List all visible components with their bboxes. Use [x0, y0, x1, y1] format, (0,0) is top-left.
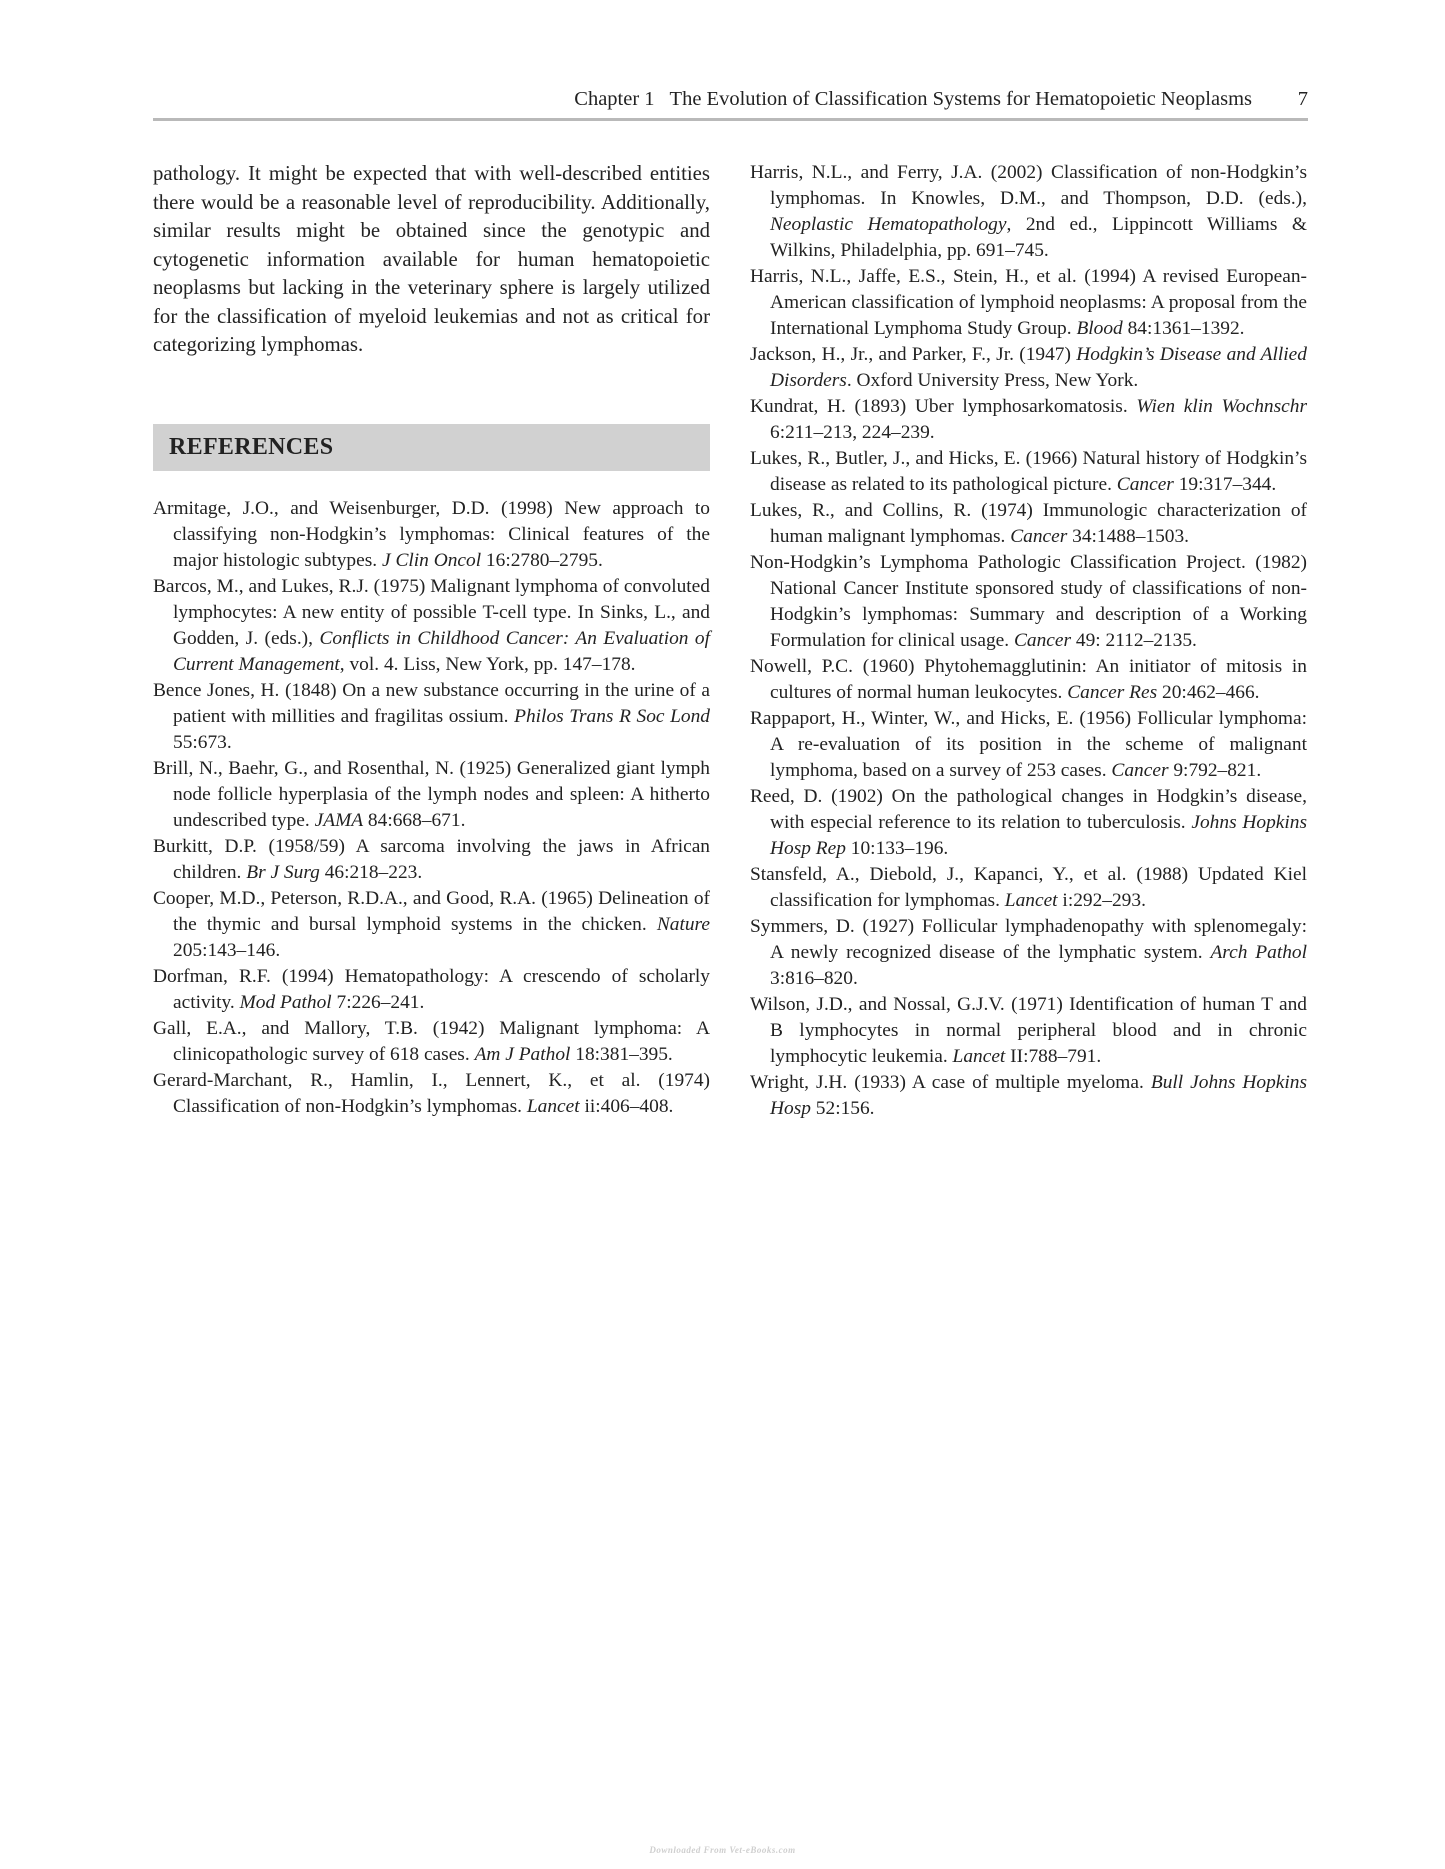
reference-source-title: Lancet — [952, 1046, 1006, 1067]
footer-watermark: Downloaded From Vet-eBooks.com — [649, 1845, 796, 1855]
reference-citation-details: 6:211–213, 224–239. — [770, 422, 935, 443]
reference-citation-details: 46:218–223. — [319, 861, 423, 883]
reference-text: Gerard-Marchant, R., Hamlin, I., Lennert, K., et al. (1974) Classification of non-Hodgkin’s lymphomas. — [153, 1069, 710, 1117]
reference-source-title: Philos Trans R Soc Lond — [514, 705, 710, 727]
reference-text: Cooper, M.D., Peterson, R.D.A., and Good, R.A. (1965) Delineation of the thymic and bursal lymphoid systems in the chicken. — [153, 887, 710, 935]
reference-citation-details: ii:406–408. — [579, 1095, 674, 1117]
reference-source-title: Cancer Res — [1067, 682, 1158, 703]
reference-text: Gall, E.A., and Mallory, T.B. (1942) Malignant lymphoma: A clinicopathologic survey of 618 cases. — [153, 1017, 710, 1065]
reference-entry — [153, 834, 710, 886]
reference-entry — [750, 342, 1307, 394]
reference-entry — [750, 160, 1307, 264]
reference-source-title: Cancer — [1111, 760, 1169, 781]
reference-source-title: Cancer — [1116, 474, 1174, 495]
reference-text: Kundrat, H. (1893) Uber lymphosarkomatosis. — [750, 396, 1137, 417]
reference-citation-details: 49: 2112–2135. — [1071, 630, 1197, 651]
reference-source-title: Bull Johns Hopkins Hosp — [770, 1072, 1307, 1119]
reference-text: Lukes, R., and Collins, R. (1974) Immunologic characterization of human malignant lymphomas. — [750, 500, 1307, 547]
reference-source-title: Mod Pathol — [239, 991, 332, 1013]
reference-source-title: Lancet — [526, 1095, 580, 1117]
reference-citation-details: 9:792–821. — [1168, 760, 1262, 781]
reference-entry — [153, 964, 710, 1016]
reference-text: Nowell, P.C. (1960) Phytohemagglutinin: An initiator of mitosis in cultures of normal human leukocytes. — [750, 656, 1307, 703]
reference-text: Harris, N.L., and Ferry, J.A. (2002) Classification of non-Hodgkin’s lymphomas. In Knowles, D.M., and Thompson, D.D. (eds.), — [750, 162, 1307, 209]
reference-text: Harris, N.L., Jaffe, E.S., Stein, H., et al. (1994) A revised European-American classification of lymphoid neoplasms: A proposal from the International Lymphoma Study Group. — [750, 266, 1307, 339]
reference-text: Burkitt, D.P. (1958/59) A sarcoma involving the jaws in African children. — [153, 835, 710, 883]
left-column — [153, 160, 710, 1120]
reference-text: Dorfman, R.F. (1994) Hematopathology: A crescendo of scholarly activity. — [153, 965, 710, 1013]
reference-text: Armitage, J.O., and Weisenburger, D.D. (1998) New approach to classifying non-Hodgkin’s lymphomas: Clinical features of the major histologic subtypes. — [153, 497, 710, 571]
reference-entry — [750, 914, 1307, 992]
reference-citation-details: , 2nd ed., Lippincott Williams & Wilkins, Philadelphia, pp. 691–745. — [770, 214, 1308, 261]
reference-text: Wright, J.H. (1933) A case of multiple myeloma. — [750, 1072, 1151, 1093]
reference-entry — [750, 992, 1307, 1070]
reference-source-title: Nature — [656, 913, 710, 935]
reference-text: Bence Jones, H. (1848) On a new substance occurring in the urine of a patient with millities and fragilitas ossium. — [153, 679, 710, 727]
reference-citation-details: 55:673. — [173, 731, 232, 753]
reference-citation-details: 16:2780–2795. — [481, 549, 603, 571]
reference-citation-details: 20:462–466. — [1157, 682, 1260, 703]
reference-list-right — [750, 160, 1307, 1122]
reference-source-title: Am J Pathol — [474, 1043, 571, 1065]
running-header — [153, 86, 1308, 120]
reference-text: Non-Hodgkin’s Lymphoma Pathologic Classification Project. (1982) National Cancer Institute sponsored study of classifications of non-Hodgkin’s lymphomas: Summary and description of a Working Formulation for clinical usage. — [750, 552, 1307, 651]
reference-citation-details: 84:1361–1392. — [1122, 318, 1245, 339]
reference-entry — [153, 756, 710, 834]
reference-source-title: Cancer — [1013, 630, 1072, 651]
reference-list-left — [153, 496, 710, 1120]
reference-entry — [153, 678, 710, 756]
references-heading: REFERENCES — [169, 433, 334, 460]
reference-citation-details: 7:226–241. — [331, 991, 425, 1013]
reference-source-title: Conflicts in Childhood Cancer: An Evaluation of Current Management — [173, 627, 710, 675]
reference-entry — [153, 1068, 710, 1120]
right-column — [750, 160, 1307, 1122]
reference-citation-details: 10:133–196. — [845, 838, 949, 859]
reference-entry — [750, 446, 1307, 498]
reference-entry — [153, 886, 710, 964]
reference-source-title: Arch Pathol — [1210, 942, 1308, 963]
reference-source-title: Blood — [1076, 318, 1123, 339]
reference-citation-details: 19:317–344. — [1173, 474, 1277, 495]
reference-source-title: Wien klin Wochnschr — [1136, 396, 1307, 417]
references-heading-band — [153, 424, 710, 471]
reference-citation-details: . Oxford University Press, New York. — [846, 370, 1139, 391]
reference-entry — [750, 498, 1307, 550]
reference-entry — [750, 862, 1307, 914]
reference-source-title: Cancer — [1010, 526, 1068, 547]
reference-text: Symmers, D. (1927) Follicular lymphadenopathy with splenomegaly: A newly recognized disease of the lymphatic system. — [750, 916, 1307, 963]
reference-text: Barcos, M., and Lukes, R.J. (1975) Malignant lymphoma of convoluted lymphocytes: A new entity of possible T-cell type. In Sinks, L., and Godden, J. (eds.), — [153, 575, 710, 649]
reference-text: Jackson, H., Jr., and Parker, F., Jr. (1947) — [750, 344, 1077, 365]
reference-text: Wilson, J.D., and Nossal, G.J.V. (1971) Identification of human T and B lymphocytes in normal peripheral blood and in chronic lymphocytic leukemia. — [750, 994, 1307, 1067]
reference-entry — [153, 496, 710, 574]
running-title: Chapter 1 The Evolution of Classification Systems for Hematopoietic Neoplasms — [574, 88, 1252, 110]
reference-text: Rappaport, H., Winter, W., and Hicks, E. (1956) Follicular lymphoma: A re-evaluation of its position in the scheme of malignant lymphoma, based on a survey of 253 cases. — [750, 708, 1307, 781]
intro-paragraph: pathology. It might be expected that with well-described entities there would be a reasonable level of reproducibility. Additionally, similar results might be obtained since the genotypic and cytogenetic information available for human hematopoietic neoplasms but lacking in the veterinary sphere is largely utilized for the classification of myeloid leukemias and not as critical for categorizing lymphomas. — [153, 162, 710, 356]
reference-entry — [750, 550, 1307, 654]
reference-source-title: Hodgkin’s Disease and Allied Disorders — [770, 344, 1307, 391]
reference-entry — [750, 264, 1307, 342]
reference-citation-details: 84:668–671. — [363, 809, 466, 831]
reference-text: Reed, D. (1902) On the pathological changes in Hodgkin’s disease, with especial reference to its relation to tuberculosis. — [750, 786, 1307, 833]
reference-citation-details: 34:1488–1503. — [1067, 526, 1190, 547]
reference-source-title: Br J Surg — [246, 861, 320, 883]
page-number: 7 — [1297, 88, 1308, 110]
reference-entry — [750, 706, 1307, 784]
reference-source-title: Lancet — [1004, 890, 1058, 911]
header-rule — [153, 118, 1308, 121]
reference-text: Stansfeld, A., Diebold, J., Kapanci, Y., et al. (1988) Updated Kiel classification for lymphomas. — [750, 864, 1307, 911]
reference-text: Lukes, R., Butler, J., and Hicks, E. (1966) Natural history of Hodgkin’s disease as related to its pathological picture. — [750, 448, 1307, 495]
reference-source-title: J Clin Oncol — [381, 549, 482, 571]
reference-citation-details: 18:381–395. — [570, 1043, 673, 1065]
reference-entry — [153, 1016, 710, 1068]
reference-entry — [750, 394, 1307, 446]
reference-citation-details: II:788–791. — [1005, 1046, 1102, 1067]
reference-citation-details: 3:816–820. — [770, 968, 858, 989]
reference-citation-details: i:292–293. — [1057, 890, 1146, 911]
reference-source-title: JAMA — [314, 809, 364, 831]
reference-text: Brill, N., Baehr, G., and Rosenthal, N. (1925) Generalized giant lymph node follicle hyperplasia of the lymph nodes and spleen: A hitherto undescribed type. — [153, 757, 710, 831]
reference-citation-details: , vol. 4. Liss, New York, pp. 147–178. — [339, 653, 636, 675]
reference-entry — [750, 1070, 1307, 1122]
reference-entry — [750, 654, 1307, 706]
reference-source-title: Neoplastic Hematopathology — [770, 214, 1007, 235]
reference-citation-details: 52:156. — [810, 1098, 875, 1119]
reference-source-title: Johns Hopkins Hosp Rep — [770, 812, 1308, 859]
reference-citation-details: 205:143–146. — [173, 939, 281, 961]
reference-entry — [750, 784, 1307, 862]
reference-entry — [153, 574, 710, 678]
